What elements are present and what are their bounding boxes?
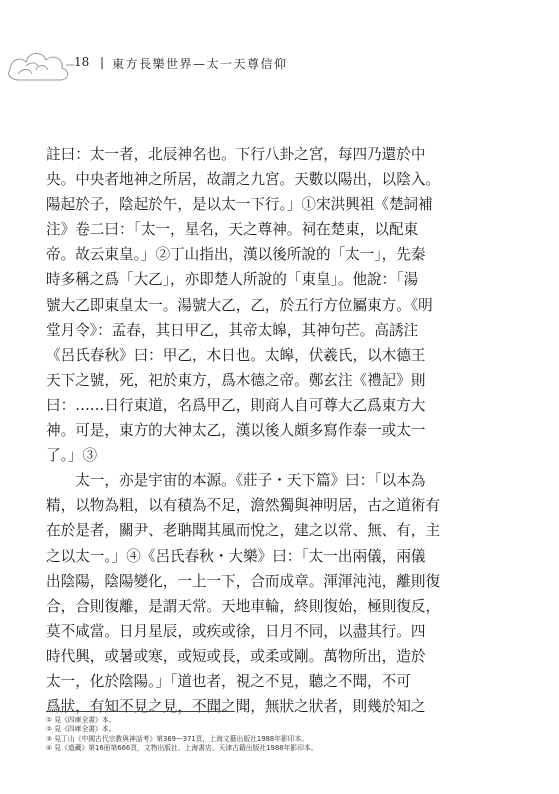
text-line: 太一，亦是宇宙的本源。《莊子・天下篇》曰：「以本為 — [46, 472, 426, 490]
text-line: 時多稱之爲「大乙」，亦即楚人所說的「東皇」。他說：「湯 — [46, 271, 419, 289]
text-line: 注》卷二曰：「太一，星名，天之尊神。祠在楚東，以配東 — [46, 221, 419, 239]
header-separator: | — [100, 55, 105, 69]
text-line: 註曰：太一者，北辰神名也。下行八卦之宮，每四乃還於中 — [46, 146, 426, 163]
text-line: 帝。故云東皇。」②丁山指出，漢以後所說的「太一」，先秦 — [46, 246, 426, 264]
footnotes — [46, 716, 506, 754]
text-line: 之以太一。」④《呂氏春秋・大樂》曰：「太一出兩儀，兩儀 — [46, 547, 426, 565]
text-line: 堂月令》：孟春，其日甲乙，其帝太皞，其神句芒。高誘注 — [46, 321, 419, 339]
footnote: ③ 見丁山《中國古代宗教與神話考》第369—371頁，上海文藝出版社1988年影印本。 — [46, 734, 309, 743]
cloud-ornament-icon — [6, 40, 74, 86]
text-line: 精，以物為粗，以有積為不足，澹然獨與神明居，古之道術有 — [46, 497, 441, 515]
text-line: 了。」③ — [46, 447, 98, 465]
text-line: 莫不咸當。日月星辰，或疾或徐，日月不同，以盡其行。四 — [46, 622, 426, 640]
footnote: ① 見《四庫全書》本。 — [46, 716, 116, 724]
footnote: ② 見《四庫全書》本。 — [46, 725, 116, 734]
footnote: ④ 見《道藏》第16冊第666頁，文物出版社、上海書店、天津古籍出版社1988年影印本。 — [46, 744, 318, 753]
text-line: 出陰陽，陰陽變化，一上一下，合而成章。渾渾沌沌，離則復 — [46, 572, 441, 590]
text-line: 號大乙即東皇太一。湯號大乙，乙，於五行方位屬東方。《明 — [46, 296, 433, 314]
text-line: 曰：……日行東道，名爲甲乙，則商人自可尊大乙爲東方大 — [46, 396, 426, 414]
text-line: 時代興，或暑或寒，或短或長，或柔或剛。萬物所出，造於 — [46, 647, 426, 665]
text-line: 合，合則復離，是謂天常。天地車輪，終則復始，極則復反， — [46, 597, 441, 615]
page-header — [0, 38, 559, 88]
text-line: 天下之號，死，祀於東方，爲木德之帝。鄭玄注《禮記》則 — [46, 371, 426, 389]
text-line: 在於是者，關尹、老聃聞其風而悅之，建之以常、無、有，主 — [46, 522, 441, 540]
running-title: 東方長樂世界—太一天尊信仰 — [112, 57, 288, 71]
text-line: 神。可是，東方的大神太乙，漢以後人頗多寫作泰一或太一 — [46, 422, 426, 440]
page-number: 18 — [74, 55, 90, 69]
footnote-divider — [46, 711, 234, 712]
text-line: 《呂氏春秋》曰：甲乙，木日也。太皞，伏羲氏，以木德王 — [46, 346, 426, 364]
body-text — [46, 142, 486, 719]
text-line: 太一，化於陰陽。」「道也者，視之不見，聽之不聞，不可 — [46, 672, 411, 690]
text-line: 央。中央者地神之所居，故謂之九宮。天數以陽出，以陰入。 — [46, 171, 441, 189]
text-line: 陽起於子，陰起於午，是以太一下行。」①宋洪興祖《楚詞補 — [46, 196, 433, 214]
text-line: 爲狀，有知不見之見，不聞之聞，無狀之狀者，則幾於知之 — [46, 698, 426, 716]
